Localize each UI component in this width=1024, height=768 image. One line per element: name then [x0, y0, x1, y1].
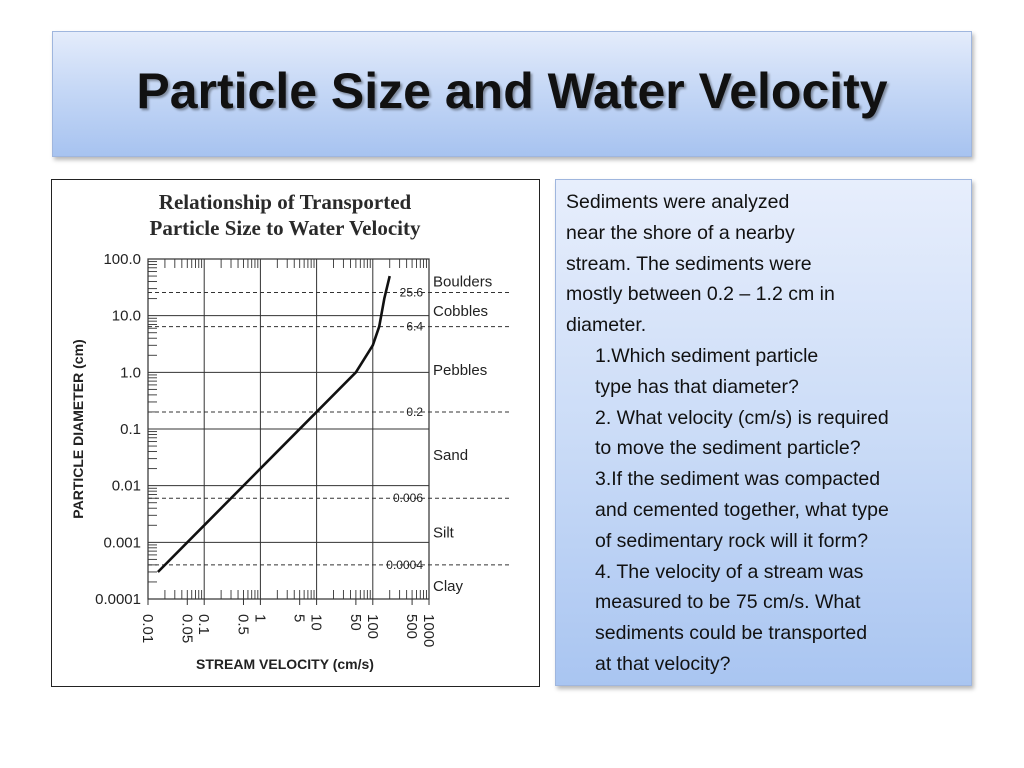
question-line: sediments could be transported — [595, 622, 868, 645]
question-line: of sedimentary rock will it form? — [595, 529, 869, 552]
x-tick-label: 5 — [290, 614, 308, 623]
category-label: Silt — [433, 524, 454, 542]
x-tick-label: 500 — [403, 614, 421, 640]
question-line: 1.Which sediment particle — [595, 344, 819, 367]
category-label: Clay — [433, 577, 464, 595]
y-tick-label: 1.0 — [120, 364, 141, 382]
y-tick-label: 0.1 — [120, 421, 141, 438]
y-axis-title: PARTICLE DIAMETER (cm) — [70, 339, 86, 519]
intro-line: near the shore of a nearby — [566, 221, 795, 244]
x-tick-label: 0.5 — [234, 614, 252, 635]
threshold-label: 25.6 — [399, 285, 423, 300]
question-line: 2. What velocity (cm/s) is required — [595, 406, 889, 429]
threshold-label: 0.006 — [392, 491, 423, 506]
question-line: 4. The velocity of a stream was — [595, 560, 864, 583]
category-label: Pebbles — [433, 361, 488, 379]
threshold-label: 0.0004 — [386, 557, 423, 572]
question-panel — [555, 179, 972, 686]
threshold-label: 0.2 — [406, 404, 423, 419]
question-line: at that velocity? — [595, 652, 731, 675]
y-tick-label: 100.0 — [103, 251, 141, 268]
y-tick-label: 10.0 — [111, 307, 141, 325]
question-line: and cemented together, what type — [595, 498, 889, 521]
category-label: Sand — [433, 446, 469, 464]
x-tick-label: 1000 — [420, 614, 437, 648]
x-tick-label: 10 — [307, 614, 325, 631]
intro-line: Sediments were analyzed — [566, 191, 790, 213]
intro-line: mostly between 0.2 – 1.2 cm in — [566, 283, 835, 306]
x-tick-label: 0.1 — [195, 614, 213, 635]
y-tick-label: 0.01 — [111, 477, 141, 495]
particle-velocity-chart — [52, 180, 539, 686]
x-tick-label: 50 — [346, 614, 364, 631]
threshold-label: 6.4 — [406, 319, 423, 334]
question-line: type has that diameter? — [595, 375, 799, 398]
chart-title-line: Particle Size to Water Velocity — [149, 216, 421, 240]
transport-curve — [158, 276, 390, 572]
y-tick-label: 0.001 — [103, 534, 141, 552]
question-line: measured to be 75 cm/s. What — [595, 591, 861, 614]
x-tick-label: 0.05 — [178, 614, 196, 644]
category-label: Boulders — [433, 273, 493, 291]
slide-title: Particle Size and Water Velocity — [136, 63, 888, 119]
x-axis-title: STREAM VELOCITY (cm/s) — [196, 656, 374, 672]
x-tick-label: 0.01 — [139, 614, 156, 644]
intro-line: stream. The sediments were — [566, 252, 812, 275]
title-banner — [52, 31, 972, 157]
question-line: 3.If the sediment was compacted — [595, 468, 881, 491]
x-tick-label: 1 — [251, 614, 269, 623]
question-line: to move the sediment particle? — [595, 437, 861, 460]
x-tick-label: 100 — [363, 614, 381, 640]
chart-figure — [51, 179, 540, 687]
y-tick-label: 0.0001 — [95, 591, 141, 608]
chart-title-line: Relationship of Transported — [158, 190, 412, 214]
intro-line: diameter. — [566, 314, 647, 337]
category-label: Cobbles — [433, 303, 489, 321]
